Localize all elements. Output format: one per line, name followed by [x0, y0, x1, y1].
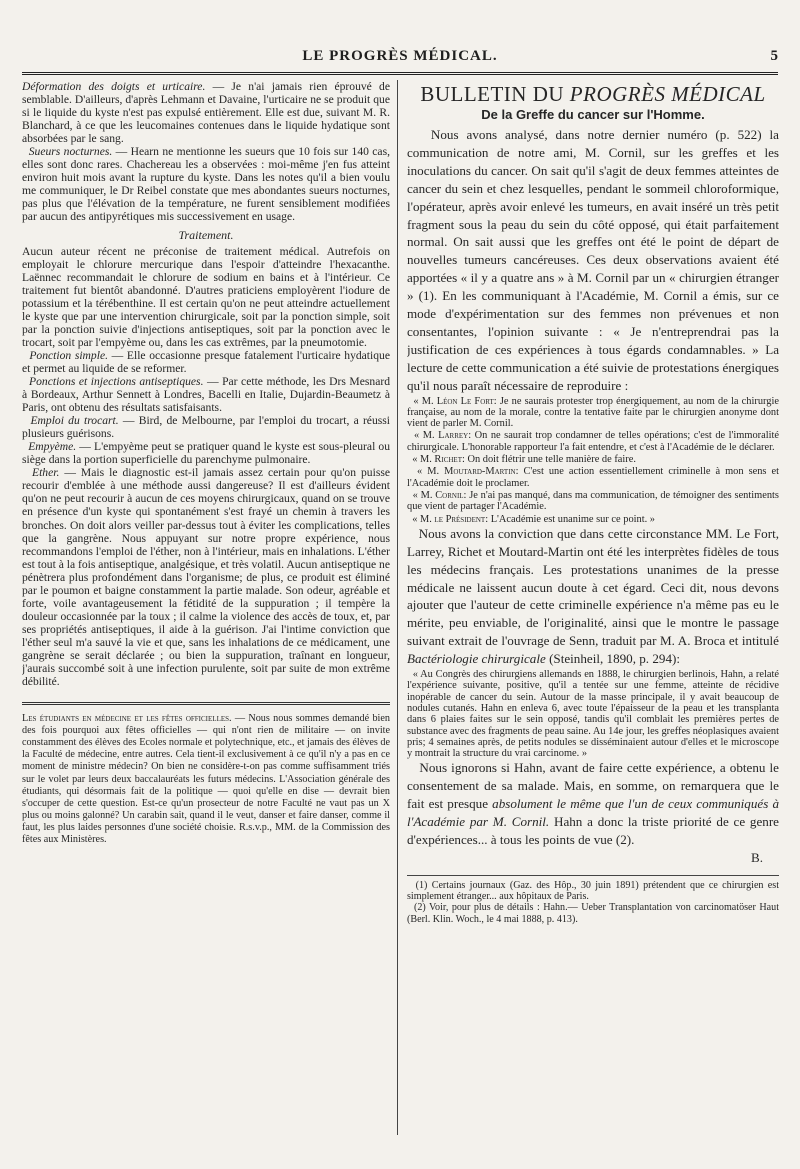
right-column [407, 80, 779, 1140]
quote-lefort: « M. Léon Le Fort: Je ne saurais protester trop énergiquement, au nom de la chirurgie française, au nom de la morale, contre la tentative faite par le chirurgien anonyme dont vient de parler M. Cornil. [407, 395, 779, 430]
bulletin-heading: BULLETIN DU PROGRÈS MÉDICAL [420, 82, 766, 106]
paragraph-trocart: Emploi du trocart. — Bird, de Melbourne, par l'emploi du trocart, a réussi plusieurs guérisons. [22, 414, 390, 441]
section-divider [22, 702, 390, 705]
paragraph-deformation: Déformation des doigts et urticaire. — Je n'ai jamais rien éprouvé de semblable. D'ailleurs, d'après Lehmann et Davaine, l'urticaire ne se produit que si le liquide du kyste n'est pas expulsé entièrement. Elle est due, suivant M. R. Blanchard, à ce que les leucomaines contenues dans le liquide hydatique sont absorbées par le sang. [22, 80, 390, 146]
paragraph-conviction: Nous avons la conviction que dans cette circonstance MM. Le Fort, Larrey, Richet et Moutard-Martin ont été les interprètes fidèles de tous les médecins français. Les protestations unanimes de la presse médicale ne laissent aucun doute à cet égard. Ceci dit, nous devons ajouter que l'auteur de cette criminelle expérience n'a même pas eu le mérite, peu enviable, de l'originalité, ainsi que le montre le passage suivant extrait de l'ouvrage de Senn, traduit par M. A. Broca et intitulé Bactériologie chirurgicale (Steinheil, 1890, p. 294): [407, 525, 779, 667]
footnote-2: (2) Voir, pour plus de détails : Hahn.— Ueber Transplantation von carcinomatöser Haut (Berl. Klin. Woch., le 4 mai 1888, p. 413). [407, 902, 779, 925]
quote-richet: « M. Richet: On doit flétrir une telle manière de faire. [407, 454, 636, 466]
article-subtitle: De la Greffe du cancer sur l'Homme. [481, 107, 705, 122]
footnote-1: (1) Certains journaux (Gaz. des Hôp., 30 juin 1891) prétendent que ce chirurgien est simplement étranger... aux hôpitaux de Paris. [407, 879, 779, 903]
page-number: 5 [770, 48, 778, 64]
quote-block [407, 396, 779, 525]
column-divider [397, 80, 398, 1135]
quote-senn: « Au Congrès des chirurgiens allemands en 1888, le chirurgien berlinois, Hahn, a relaté l'expérience suivante, positive, qu'il a tentée sur une femme, atteinte de récidive inopérable de cancer du sein. Autour de la masse principale, il y avait beaucoup de nodules cutanés. Hahn en enleva 6, avec toute l'épaisseur de la peau et les transplanta dans 6 plaies faites sur le sein opposé, tandis qu'il comblait les premières pertes de substance avec des fragments de peau saine. Au 14e jour, les greffes néoplasiques avaient pris; 4 semaines après, de petits nodules se disséminaient autour d'elles et le microscope y montrait la structure du vrai carcinome. » [407, 669, 779, 760]
paragraph-sueurs: Sueurs nocturnes. — Hearn ne mentionne les sueurs que 10 fois sur 140 cas, elles sont donc rares. Chachereau les a observées : moi-même j'en fus atteint environ huit mois avant la rupture du kyste. Dans les notes qu'il a bien voulu me communiquer, le Dr Reibel constate que mes abondantes sueurs nocturnes, pas plus que l'élévation de la température, ne furent sensiblement modifiées par aucun des antipyrétiques mis successivement en usage. [22, 145, 390, 224]
quote-cornil: « M. Cornil: Je n'ai pas manqué, dans ma communication, de témoigner des sentiments que vient de partager l'Académie. [407, 489, 779, 513]
paragraph-etudiants: Les étudiants en médecine et les fêtes officielles. — Nous nous sommes demandé bien des fois pourquoi aux fêtes officielles — qui n'ont rien de militaire — on invite constamment des élèves des Ecoles normale et polytechnique, etc., et jamais des élèves de la Faculté de médecine, entre autres. Cela tient-il exclusivement à ce qu'il n'y a pas en ce moment de ministre médecin? On bien ne considère-t-on pas comme suffisamment triés sur le volet par leurs deux baccalauréats les futurs médecins. L'Association générale des étudiants, qui désormais fait de la politique — quoi qu'elle en dise — devrait bien s'occuper de cette question. Est-ce qu'un prosecteur de notre Faculté ne vaut pas un X plus ou moins galonné? Un carabin sait, quand il le veut, danser et faire danser, comme il faut, les plus laides personnes d'une société choisie. R.s.v.p., MM. de la Commission des fêtes aux Ministères. [22, 713, 390, 846]
section-title-traitement: Traitement. [178, 227, 234, 242]
paragraph-ether: Ether. — Mais le diagnostic est-il jamais assez certain pour qu'on puisse recourir d'emblée à une méthode aussi dangereuse? Il est d'ailleurs évident qu'on ne peut recourir à aucun de ces moyens chirurgicaux, quand on se trouve en présence d'un kyste qui spontanément s'est frayé un chemin à travers les bronches. On doit alors veiller par-dessus tout à éviter les complications, telles que la gangrène. Nous appuyant sur notre propre expérience, nous recommandons l'emploi de l'éther, non à l'intérieur, mais en inhalations. L'éther est tout à la fois antiseptique, analgésique, et très volatil. Aucun antiseptique ne pénètrera plus profondément dans l'organisme; de plus, ce produit est éliminé par le poumon et baigne constamment la partie malade. Son odeur, agréable et forte, voile avantageusement la fétidité de la suppuration ; il tempère la douleur occasionnée par la toux ; il calme la violence des accès de toux, et, par ses propriétés antiseptiques, il aide à la guérison. J'ai l'intime conviction que l'éther seul m'a sauvé la vie et que, sans les inhalations de ce médicament, une gangrène se serait déclarée ; ou bien la suppuration, traînant en longueur, j'aurais succombé soit à une infection purulente, soit par suite de mon extrême débilité. [22, 466, 390, 689]
quote-president: « M. le Président: L'Académie est unanime sur ce point. » [407, 513, 656, 525]
paragraph-ponction: Ponction simple. — Elle occasionne presque fatalement l'urticaire hydatique et permet au liquide de se reformer. [22, 348, 390, 375]
signature: B. [750, 850, 763, 866]
left-column [22, 80, 390, 1140]
paragraph-empyeme: Empyème. — L'empyème peut se pratiquer quand le kyste est sous-pleural ou siège dans la portion superficielle du parenchyme pulmonaire. [22, 440, 390, 467]
quote-moutard-martin: « M. Moutard-Martin: C'est une action essentiellement criminelle à mon sens et l'Académie doit le proclamer. [407, 466, 779, 489]
paragraph-hahn: Nous ignorons si Hahn, avant de faire cette expérience, a obtenu le consentement de sa malade. Mais, en somme, on remarquera que le fait est presque absolument le même que l'un de ceux communiqués à l'Académie par M. Cornil. Hahn a donc la triste priorité de ce genre d'expériences... à tous les points de vue (2). [407, 760, 779, 848]
running-header [22, 46, 778, 75]
footnote-divider [407, 875, 779, 876]
quote-larrey: « M. Larrey: On ne saurait trop condamner de telles opérations; c'est de l'immoralité chirurgicale. L'honorable rapporteur l'a fait entendre, et c'est à l'Académie de le déclarer. [407, 430, 779, 453]
journal-title: LE PROGRÈS MÉDICAL. [302, 48, 498, 64]
paragraph-intro: Nous avons analysé, dans notre dernier numéro (p. 522) la communication de notre ami, M. Cornil, sur les greffes et les inoculations du cancer. On sait qu'il s'agit de deux femmes atteintes de cancer du sein et chez lesquelles, pendant le sommeil chloroformique, l'opérateur, après avoir enlevé les tumeurs, en avait inséré un très petit fragment sous la peau du sein du côté opposé, qui était parfaitement normal. On sait aussi que les greffes ont été le point de départ de nouvelles tumeurs cancéreuses. Ces deux observations avaient été apportées « il y a quatre ans » à M. Cornil par un « chirurgien étranger » (1). En les communiquant à l'Académie, M. Cornil a émis, sur ce mode d'expérimentation sur des femmes non prévenues et non consentantes, l'opinion suivante : « Je n'entreprendrai pas la justification de ces expériences à tous égards condamnables. » La lecture de cette communication a été suivie de protestations énergiques qu'il nous paraît nécessaire de reproduire : [407, 127, 779, 393]
paragraph-traitement: Aucun auteur récent ne préconise de traitement médical. Autrefois on employait le chlorure mercurique dans l'espoir d'atteindre l'hexacanthe. Laënnec recommandait le chlorure de sodium en bains et à l'intérieur. Ce traitement fut bientôt abandonné. D'autres praticiens employèrent l'iodure de potassium et la térébenthine. Il est certain qu'on ne peut atteindre actuellement le kyste que par une intervention chirurgicale, soit par la ponction simple, soit par la ponction suivie d'injections antiseptiques, soit par la ponction avec le trocart, soit par l'empyème ou, dans les cas extrêmes, par la pneumotomie. [22, 244, 390, 349]
paragraph-injections: Ponctions et injections antiseptiques. — Par cette méthode, les Drs Mesnard à Bordeaux, Arthur Sennett à Londres, Bacelli en Italie, Dujardin-Beaumetz à Paris, ont obtenu des résultats satisfaisants. [22, 374, 390, 415]
